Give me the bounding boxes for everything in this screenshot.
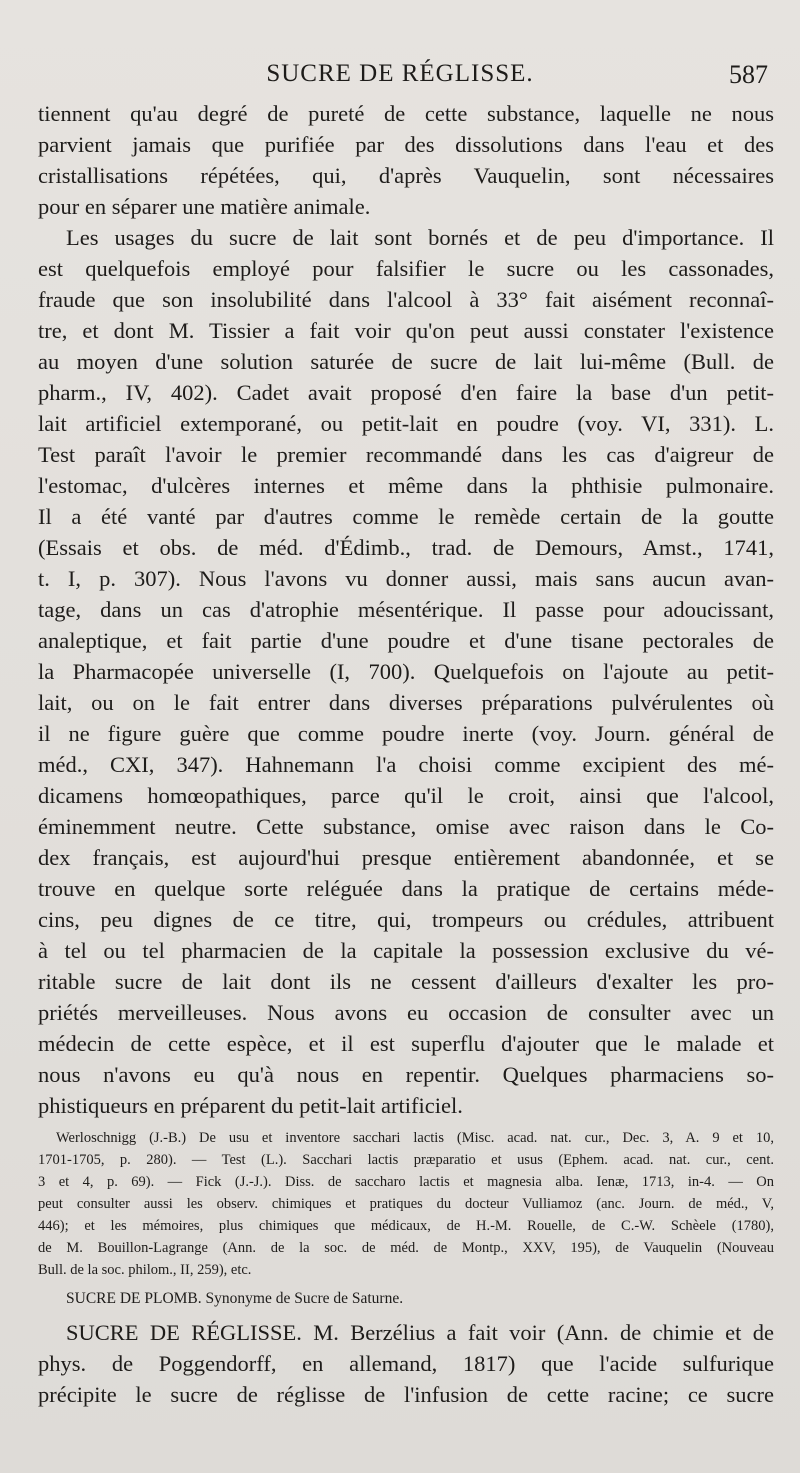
text-line: pour en séparer une matière animale. — [38, 194, 371, 219]
running-title: SUCRE DE RÉGLISSE. — [266, 60, 534, 87]
page-header — [0, 60, 800, 94]
text-line: l'estomac, d'ulcères internes et même dans la phthisie pulmonaire. — [38, 473, 774, 498]
text-line: t. I, p. 307). Nous l'avons vu donner aussi, mais sans aucun avan- — [38, 566, 774, 591]
paragraph-usages — [38, 222, 774, 1121]
entry-sucre-de-reglisse — [38, 1317, 774, 1410]
text-line: ritable sucre de lait dont ils ne cessent d'ailleurs d'exalter les pro- — [38, 969, 774, 994]
text-line: cins, peu dignes de ce titre, qui, trompeurs ou crédules, attribuent — [38, 907, 774, 932]
text-line: (Essais et obs. de méd. d'Édimb., trad. de Demours, Amst., 1741, — [38, 535, 774, 560]
text-line: Il a été vanté par d'autres comme le remède certain de la goutte — [38, 504, 774, 529]
text-line: lait, ou on le fait entrer dans diverses préparations pulvérulentes où — [38, 690, 774, 715]
bibliography-line: 3 et 4, p. 69). — Fick (J.-J.). Diss. de saccharo lactis et magnesia alba. Ienæ, 1713, in-4. — On — [38, 1174, 774, 1190]
text-line: à tel ou tel pharmacien de la capitale la possession exclusive du vé- — [38, 938, 774, 963]
entry-line: SUCRE DE RÉGLISSE. M. Berzélius a fait voir (Ann. de chimie et de — [66, 1320, 774, 1345]
text-line: tre, et dont M. Tissier a fait voir qu'on peut aussi constater l'existence — [38, 318, 774, 343]
text-line: Les usages du sucre de lait sont bornés et de peu d'importance. Il — [66, 225, 774, 250]
text-line: analeptique, et fait partie d'une poudre et d'une tisane pectorales de — [38, 628, 774, 653]
text-line: il ne figure guère que comme poudre inerte (voy. Journ. général de — [38, 721, 774, 746]
text-line: éminemment neutre. Cette substance, omise avec raison dans le Co- — [38, 814, 774, 839]
entry-line: précipite le sucre de réglisse de l'infusion de cette racine; ce sucre — [38, 1382, 774, 1407]
text-line: nous n'avons eu qu'à nous en repentir. Quelques pharmaciens so- — [38, 1062, 774, 1087]
text-line: cristallisations répétées, qui, d'après Vauquelin, sont nécessaires — [38, 163, 774, 188]
bibliography-line: Werloschnigg (J.-B.) De usu et inventore sacchari lactis (Misc. acad. nat. cur., Dec. 3, A. 9 et 10, — [56, 1130, 774, 1146]
text-line: méd., CXI, 347). Hahnemann l'a choisi comme excipient des mé- — [38, 752, 774, 777]
text-line: dicamens homœopathiques, parce qu'il le croit, ainsi que l'alcool, — [38, 783, 774, 808]
text-line: la Pharmacopée universelle (I, 700). Quelquefois on l'ajoute au petit- — [38, 659, 774, 684]
text-line: priétés merveilleuses. Nous avons eu occasion de consulter avec un — [38, 1000, 774, 1025]
text-line: au moyen d'une solution saturée de sucre de lait lui-même (Bull. de — [38, 349, 774, 374]
text-line: médecin de cette espèce, et il est superflu d'ajouter que le malade et — [38, 1031, 774, 1056]
paragraph-purity — [38, 98, 774, 222]
bibliography-line: de M. Bouillon-Lagrange (Ann. de la soc. de méd. de Montp., XXV, 195), de Vauquelin (Nouveau — [38, 1240, 774, 1256]
entry-sucre-de-plomb — [38, 1287, 774, 1311]
text-line: fraude que son insolubilité dans l'alcool à 33° fait aisément reconnaî- — [38, 287, 774, 312]
text-line: Test paraît l'avoir le premier recommandé dans les cas d'aigreur de — [38, 442, 774, 467]
text-line: parvient jamais que purifiée par des dissolutions dans l'eau et des — [38, 132, 774, 157]
page-body — [38, 98, 774, 1410]
text-line: dex français, est aujourd'hui presque entièrement abandonnée, et se — [38, 845, 774, 870]
text-line: est quelquefois employé pour falsifier le sucre ou les cassonades, — [38, 256, 774, 281]
text-line: trouve en quelque sorte reléguée dans la pratique de certains méde- — [38, 876, 774, 901]
text-line: tage, dans un cas d'atrophie mésentérique. Il passe pour adoucissant, — [38, 597, 774, 622]
text-line: pharm., IV, 402). Cadet avait proposé d'en faire la base d'un petit- — [38, 380, 774, 405]
text-line: tiennent qu'au degré de pureté de cette substance, laquelle ne nous — [38, 101, 774, 126]
text-line: phistiqueurs en préparent du petit-lait artificiel. — [38, 1093, 463, 1118]
bibliography-line: peut consulter aussi les observ. chimiques et pratiques du docteur Vulliamoz (anc. Journ. de méd., V, — [38, 1196, 774, 1212]
bibliography-line: 1701-1705, p. 280). — Test (L.). Sacchari lactis præparatio et usus (Ephem. acad. nat. cur., cent. — [38, 1152, 774, 1168]
bibliography-line: 446); et les mémoires, plus chimiques que médicaux, de H.-M. Rouelle, de C.-W. Schèele (1780), — [38, 1218, 774, 1234]
page-number: 587 — [729, 60, 768, 89]
bibliography-line: Bull. de la soc. philom., II, 259), etc. — [38, 1262, 252, 1278]
entry-line: phys. de Poggendorff, en allemand, 1817) que l'acide sulfurique — [38, 1351, 774, 1376]
bibliography — [38, 1127, 774, 1281]
text-line: lait artificiel extemporané, ou petit-lait en poudre (voy. VI, 331). L. — [38, 411, 774, 436]
entry-line: SUCRE DE PLOMB. Synonyme de Sucre de Saturne. — [66, 1290, 404, 1307]
